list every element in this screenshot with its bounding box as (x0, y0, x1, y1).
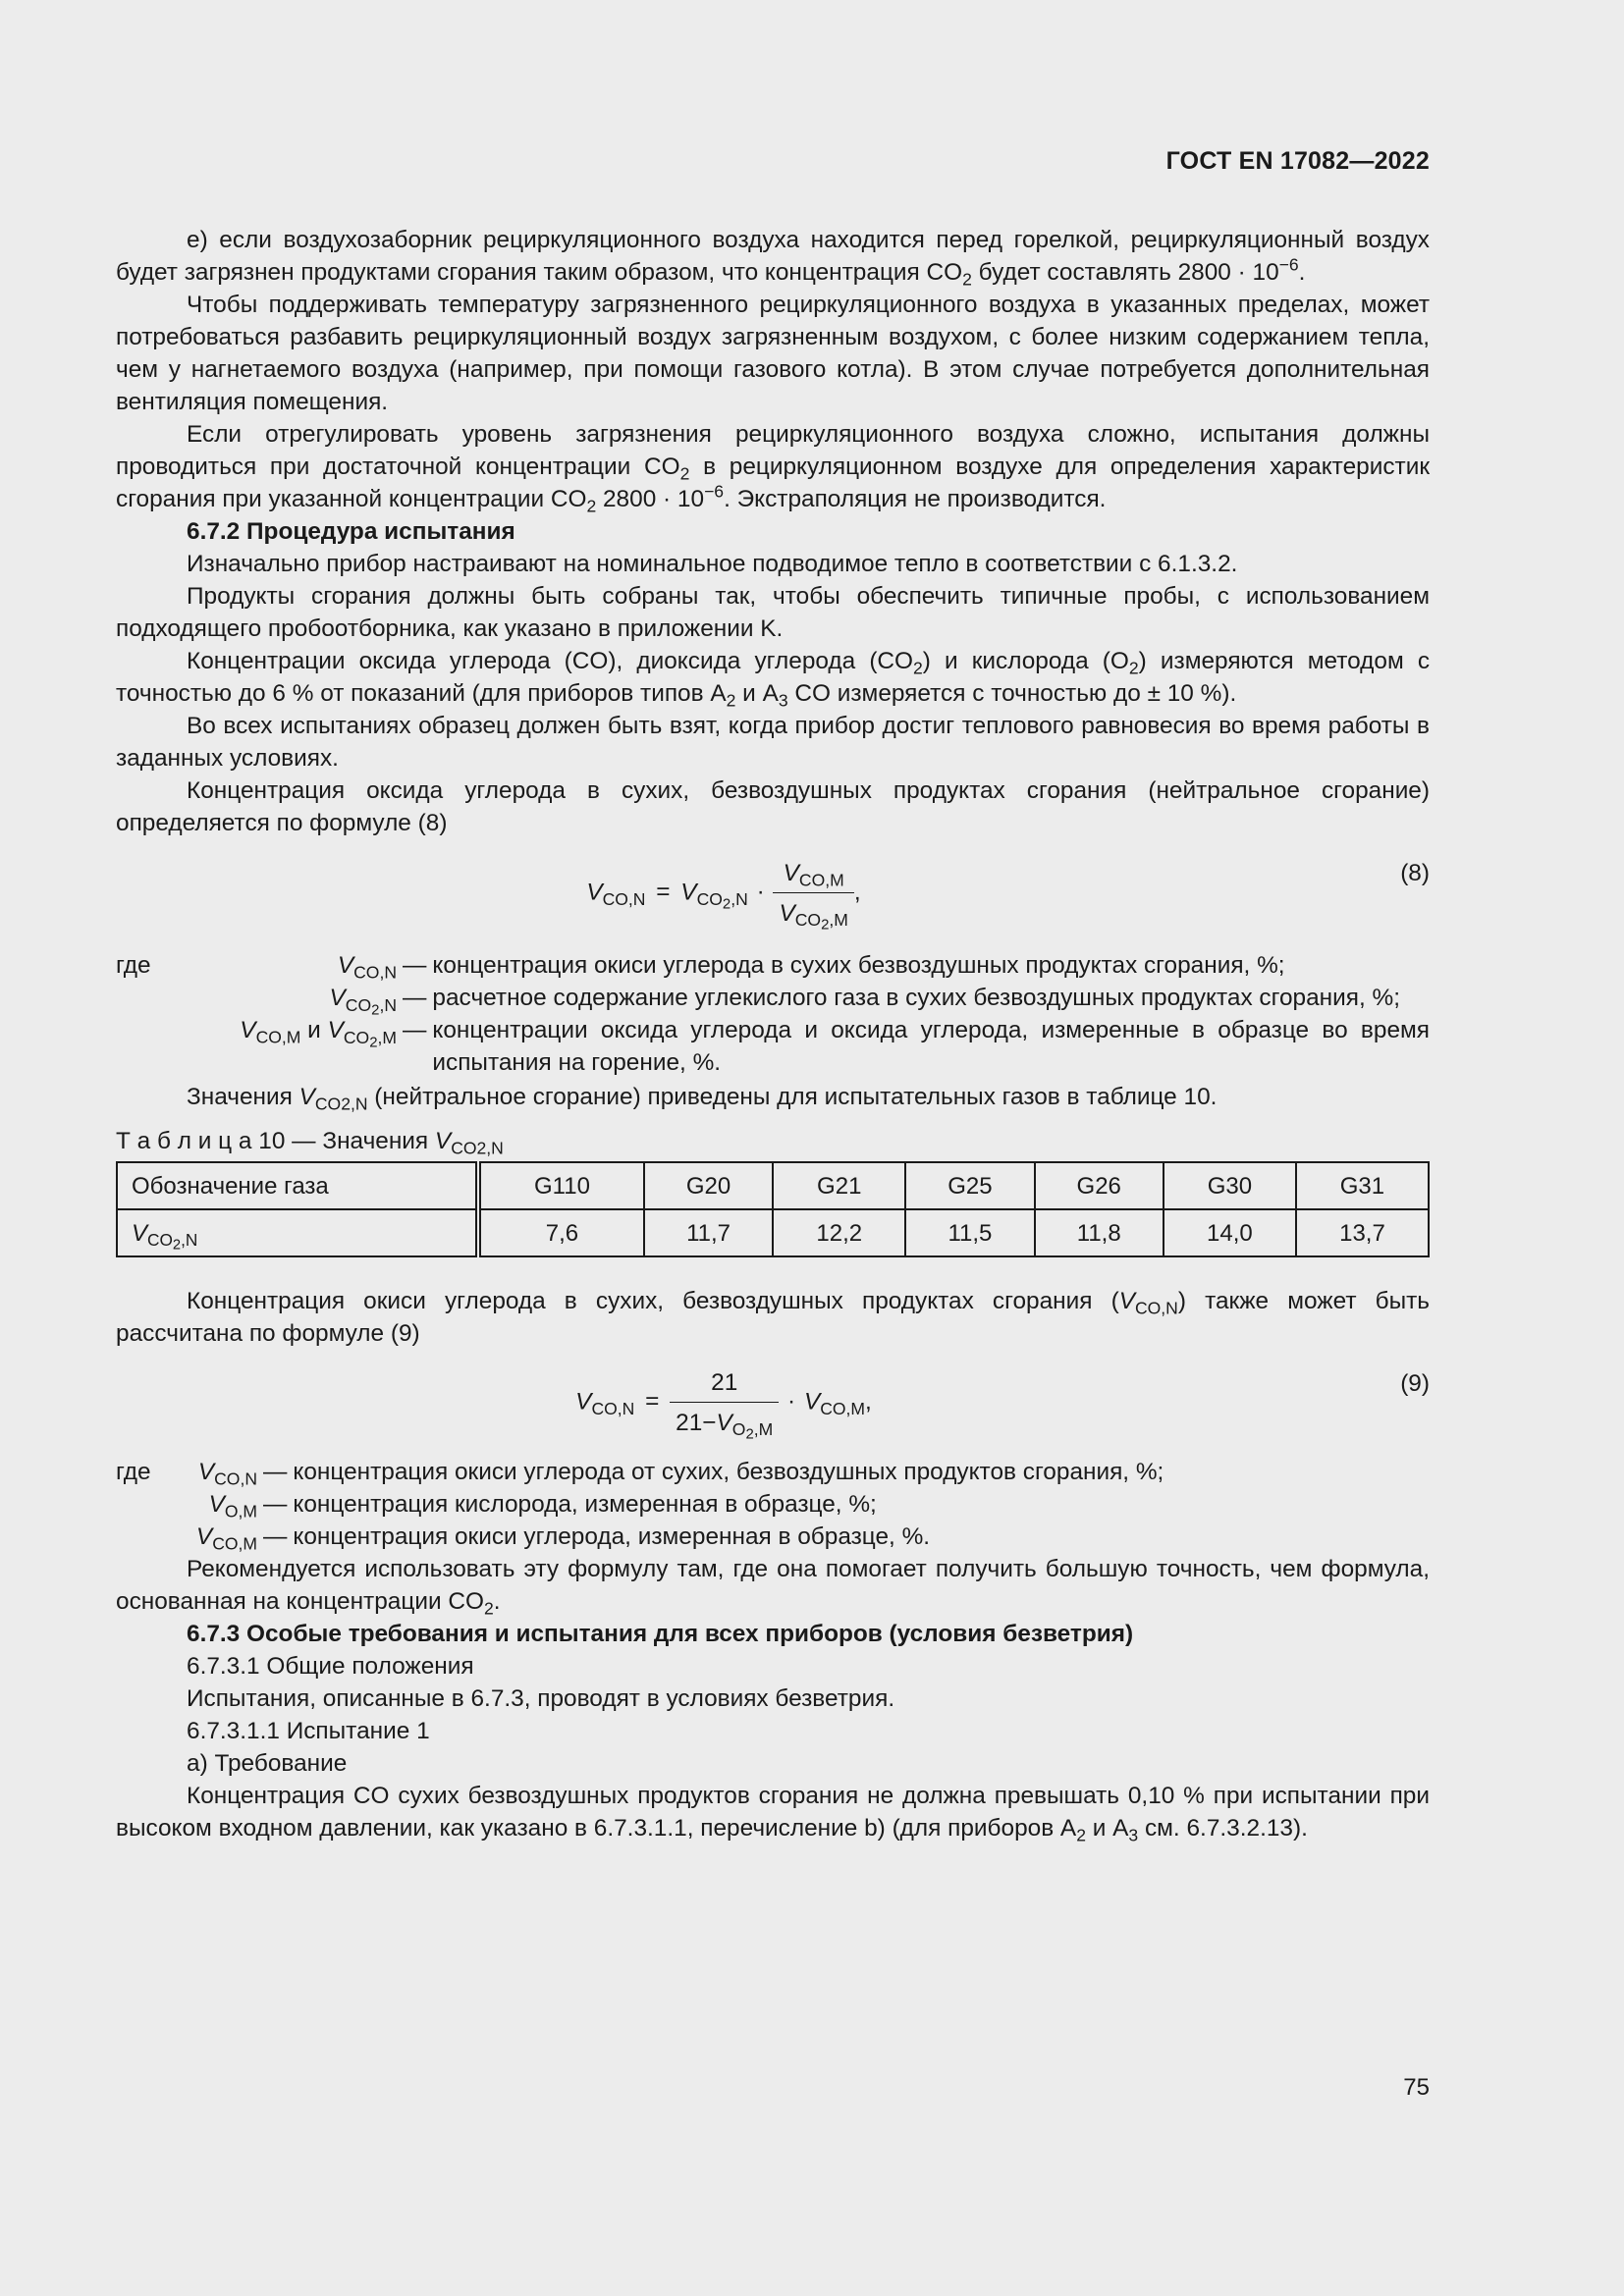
paragraph-dilution: Чтобы поддерживать температуру загрязненного рециркуляционного воздуха в указанных пределах, может потребоваться разбавить рециркуляционный воздух загрязненным воздухом, с более низким содержанием тепла, чем у нагнетаемого воздуха (например, при помощи газового котла). В этом случае потребуется дополнительная вентиляция помещения. (116, 292, 1430, 415)
paragraph-formula-8-intro: Концентрация оксида углерода в сухих, безвоздушных продуктах сгорания (нейтральное сгорание) определяется по формуле (8) (116, 777, 1430, 836)
table-10 (116, 1161, 1430, 1257)
table-row-label-vco2n: $V_{CO_2,N}$ (117, 1209, 478, 1256)
table-gas-cell: G30 (1164, 1162, 1296, 1209)
paragraph-formula-9-intro: Концентрация окиси углерода в сухих, безвоздушных продуктах сгорания $(V_{CO,N})$ также может быть рассчитана по формуле (9) (116, 1288, 1430, 1347)
table-value-cell: 11,8 (1035, 1209, 1164, 1256)
table-value-cell: 13,7 (1296, 1209, 1429, 1256)
table-value-cell: 11,5 (905, 1209, 1034, 1256)
paragraph-co-limit: Концентрация CO сухих безвоздушных продуктов сгорания не должна превышать 0,10 % при испытании при высоком входном давлении, как указано в 6.7.3.1.1, перечисление b) (для приборов $A_2$ и $A_3$ см. 6.7.3.2.13). (116, 1783, 1430, 1845)
paragraph-no-wind: Испытания, описанные в 6.7.3, проводят в условиях безветрия. (187, 1685, 895, 1712)
paragraph-recommendation: Рекомендуется использовать эту формулу там, где она помогает получить большую точность, чем формула, основанная на концентрации $CO_2$. (116, 1556, 1430, 1619)
paragraph-table-10-reference: Значения $V_{CO2,N}$ (нейтральное сгорание) приведены для испытательных газов в таблице 10. (187, 1084, 1218, 1114)
table-gas-cell: G20 (644, 1162, 773, 1209)
section-heading-6-7-3-1-1: 6.7.3.1.1 Испытание 1 (187, 1718, 430, 1744)
formula-8: $V_{CO,N} = V_{CO_2,N}$ · $\frac{V_{CO,M}}{V_{CO_2,M}}$ , (8) (116, 851, 1430, 934)
formula-9-number: (9) (1400, 1370, 1430, 1397)
formula-9: $V_{CO,N}$ = $\frac{21}{21-V_{O_2,M}}$ · $V_{CO,M}$, (9) (116, 1360, 1430, 1444)
table-gas-cell: G31 (1296, 1162, 1429, 1209)
table-value-cell: 14,0 (1164, 1209, 1296, 1256)
section-heading-6-7-3: 6.7.3 Особые требования и испытания для всех приборов (условия безветрия) (187, 1621, 1134, 1647)
formula-8-number: (8) (1400, 860, 1430, 886)
table-10-caption: Т а б л и ц а 10 — Значения $V_{CO2,N}$ (116, 1128, 504, 1158)
table-row (117, 1209, 1429, 1256)
paragraph-concentrations: Концентрации оксида углерода (CO), диоксида углерода $(CO_2)$ и кислорода $(O_2)$ измеряются методом с точностью до 6 % от показаний (для приборов типов $A_2$ и $A_3$ CO измеряется с точностью до ± 10 %). (116, 648, 1431, 711)
table-value-cell: 7,6 (478, 1209, 644, 1256)
paragraph-equilibrium: Во всех испытаниях образец должен быть взят, когда прибор достиг теплового равновесия во время работы в заданных условиях. (116, 713, 1430, 772)
formula-9-definitions: где $V_{CO,N}$ — концентрация окиси углерода от сухих, безвоздушных продуктов сгорания, %; $V_{O,M}$ — концентрация кислорода, измеренная в образце, %; $V_{CO,M}$ — концентрация окиси углерода, измеренная в образце, %. (116, 1459, 1164, 1554)
table-header-gas-designation: Обозначение газа (117, 1162, 478, 1209)
paragraph-e: е) если воздухозаборник рециркуляционного воздуха находится перед горелкой, рециркуляционный воздух будет загрязнен продуктами сгорания таким образом, что концентрация $CO_2$ будет составлять $2800 \cdot 10^{-6}$. (116, 227, 1430, 290)
page-number: 75 (1403, 2074, 1430, 2101)
section-heading-6-7-3-1: 6.7.3.1 Общие положения (187, 1653, 474, 1680)
paragraph-requirement: а) Требование (187, 1750, 348, 1777)
table-value-cell: 12,2 (773, 1209, 905, 1256)
table-row (117, 1162, 1429, 1209)
table-gas-cell: G21 (773, 1162, 905, 1209)
table-gas-cell: G26 (1035, 1162, 1164, 1209)
formula-9-fraction: $\frac{21}{21-V_{O_2,M}}$ (670, 1366, 779, 1439)
section-heading-6-7-2: 6.7.2 Процедура испытания (187, 518, 515, 545)
formula-8-definitions: где $V_{CO,N}$ — концентрация окиси углерода в сухих безвоздушных продуктах сгорания, %; $V_{CO_2,N}$ — расчетное содержание углекислого газа в сухих безвоздушных продуктах сгорания, %; $V_{CO,M}$ и $V_{CO_2,M}$ — концентрации оксида углерода и оксида углерода, измеренные в образце во время испытания на горение, %. (116, 952, 1430, 1076)
table-gas-cell: G25 (905, 1162, 1034, 1209)
table-value-cell: 11,7 (644, 1209, 773, 1256)
document-code-header: ГОСТ EN 17082—2022 (1165, 147, 1430, 175)
paragraph-contamination: Если отрегулировать уровень загрязнения рециркуляционного воздуха сложно, испытания должны проводиться при достаточной концентрации $CO_2$ в рециркуляционном воздухе для определения характеристик сгорания при указанной концентрации $CO_2$ $2800 \cdot 10^{-6}$. Экстраполяция не производится. (116, 421, 1430, 516)
formula-8-fraction: $\frac{V_{CO,M}}{V_{CO_2,M}}$ (773, 857, 853, 930)
page-content (116, 224, 1430, 1844)
paragraph-sampling: Продукты сгорания должны быть собраны так, чтобы обеспечить типичные пробы, с использованием подходящего пробоотборника, как указано в приложении K. (116, 583, 1430, 642)
table-gas-cell: G110 (478, 1162, 644, 1209)
paragraph-initial-setup: Изначально прибор настраивают на номинальное подводимое тепло в соответствии с 6.1.3.2. (187, 551, 1238, 577)
